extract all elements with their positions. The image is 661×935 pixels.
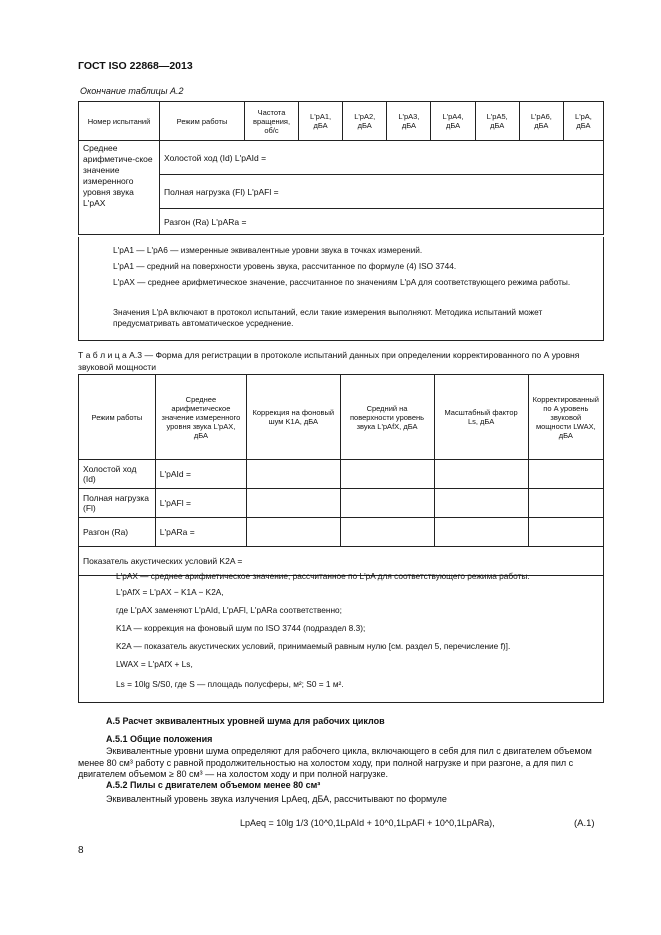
table3-notes xyxy=(78,561,604,703)
note-line: L'pAX — среднее арифметическое значение, рассчитанное по L'pA для соответствующего режима работы. xyxy=(116,571,530,581)
value-cell: L'pAId = xyxy=(155,460,246,489)
empty-cell xyxy=(340,460,434,489)
col-header: L'pA4, дБА xyxy=(431,102,475,141)
formula-number: (А.1) xyxy=(574,818,595,829)
col-header: Среднее арифметическое значение измеренного уровня звука L'pAX, дБА xyxy=(155,375,246,460)
col-header: Средний на поверхности уровень звука L'pAfX, дБА xyxy=(340,375,434,460)
table-row xyxy=(79,460,604,489)
col-header: Номер испытаний xyxy=(79,102,160,141)
col-header: Режим работы xyxy=(79,375,156,460)
note-line: где L'pAX заменяют L'pAId, L'pAFl, L'pARa соответственно; xyxy=(116,605,342,615)
col-header: Частота вращения, об/с xyxy=(245,102,299,141)
mode-cell: Полная нагрузка (Fl) L'pAFl = xyxy=(160,175,604,209)
mode-cell: Разгон (Ra) L'pARa = xyxy=(160,209,604,235)
value-cell: L'pAFl = xyxy=(155,489,246,518)
col-header: L'pA6, дБА xyxy=(519,102,563,141)
group-label: Среднее арифметиче-ское значение измеренного уровня звука L'pAX xyxy=(79,141,160,235)
col-header: L'pA2, дБА xyxy=(343,102,387,141)
page-number: 8 xyxy=(78,845,84,856)
para-a51: Эквивалентные уровни шума определяют для рабочего цикла, включающего в себя для пил с двигателем объемом менее 80 см³ работу с равной продолжительностью на холостом ходу, при полной нагрузке и при разгоне, а для пил с двигателем объемом ≥ 80 см³ — на холостом ходу и при полной нагрузке. xyxy=(78,746,592,779)
col-header: L'pA3, дБА xyxy=(387,102,431,141)
k2a-cell: Показатель акустических условий K2A = xyxy=(79,547,604,576)
empty-cell xyxy=(340,518,434,547)
table-row xyxy=(79,141,604,175)
mode-cell: Полная нагрузка (Fl) xyxy=(79,489,156,518)
note-line: Значения L'pA включают в протокол испытаний, если такие измерения выполняют. Методика испытаний может предусматривать автоматическое усреднение. xyxy=(113,307,543,328)
col-header: Корректированный по A уровень звуковой мощности LWAX, дБА xyxy=(528,375,603,460)
note-line: L'pA1 — средний на поверхности уровень звука, рассчитанное по формуле (4) ISO 3744. xyxy=(113,261,457,271)
mode-cell: Разгон (Ra) xyxy=(79,518,156,547)
empty-cell xyxy=(528,489,603,518)
empty-cell xyxy=(340,489,434,518)
empty-cell xyxy=(247,489,341,518)
col-header: Коррекция на фоновый шум K1A, дБА xyxy=(247,375,341,460)
col-header: Режим работы xyxy=(160,102,245,141)
note-line: Ls = 10lg S/S0, где S — площадь полусферы, м²; S0 = 1 м². xyxy=(116,679,344,689)
mode-cell: Холостой ход (Id) xyxy=(79,460,156,489)
note-line: K2A — показатель акустических условий, принимаемый равным нулю [см. раздел 5, перечисление f)]. xyxy=(116,641,511,651)
col-header: Масштабный фактор Ls, дБА xyxy=(434,375,528,460)
col-header: L'pA, дБА xyxy=(563,102,603,141)
table2-notes xyxy=(78,237,604,341)
note-line: L'pA1 — L'pA6 — измеренные эквивалентные уровни звука в точках измерений. xyxy=(113,245,423,255)
table-row xyxy=(79,518,604,547)
table-row xyxy=(79,489,604,518)
note-line: K1A — коррекция на фоновый шум по ISO 3744 (подраздел 8.3); xyxy=(116,623,366,633)
section-a51-title: А.5.1 Общие положения xyxy=(106,734,213,744)
empty-cell xyxy=(528,518,603,547)
empty-cell xyxy=(528,460,603,489)
table2-caption: Окончание таблицы А.2 xyxy=(80,86,184,96)
table-header-row xyxy=(79,102,604,141)
table-a2 xyxy=(78,101,604,235)
note-line: L'pAfX = L'pAX − K1A − K2A, xyxy=(116,587,224,597)
note-line: LWAX = L'pAfX + Ls, xyxy=(116,659,193,669)
empty-cell xyxy=(434,518,528,547)
table3-caption: Т а б л и ц а А.3 — Форма для регистрации в протоколе испытаний данных при определении корректированного по А уровня звуковой мощности xyxy=(78,350,580,372)
table-header-row xyxy=(79,375,604,460)
section-a52-title: А.5.2 Пилы с двигателем объемом менее 80 см³ xyxy=(106,780,321,790)
col-header: L'pA1, дБА xyxy=(299,102,343,141)
mode-cell: Холостой ход (Id) L'pAId = xyxy=(160,141,604,175)
page-header: ГОСТ ISO 22868—2013 xyxy=(78,60,193,72)
empty-cell xyxy=(247,460,341,489)
empty-cell xyxy=(247,518,341,547)
empty-cell xyxy=(434,489,528,518)
table-a3 xyxy=(78,374,604,576)
empty-cell xyxy=(434,460,528,489)
value-cell: L'pARa = xyxy=(155,518,246,547)
para-a52: Эквивалентный уровень звука излучения LpAeq, дБА, рассчитывают по формуле xyxy=(106,794,447,804)
formula-a1: LpAeq = 10lg 1/3 (10^0,1LpAId + 10^0,1LpAFl + 10^0,1LpARa), xyxy=(240,818,495,828)
note-line: L'pAX — среднее арифметическое значение, рассчитанное по значениям L'pA для соответствующего режима работы. xyxy=(113,277,571,287)
col-header: L'pA5, дБА xyxy=(475,102,519,141)
section-a5-title: А.5 Расчет эквивалентных уровней шума для рабочих циклов xyxy=(106,716,385,726)
